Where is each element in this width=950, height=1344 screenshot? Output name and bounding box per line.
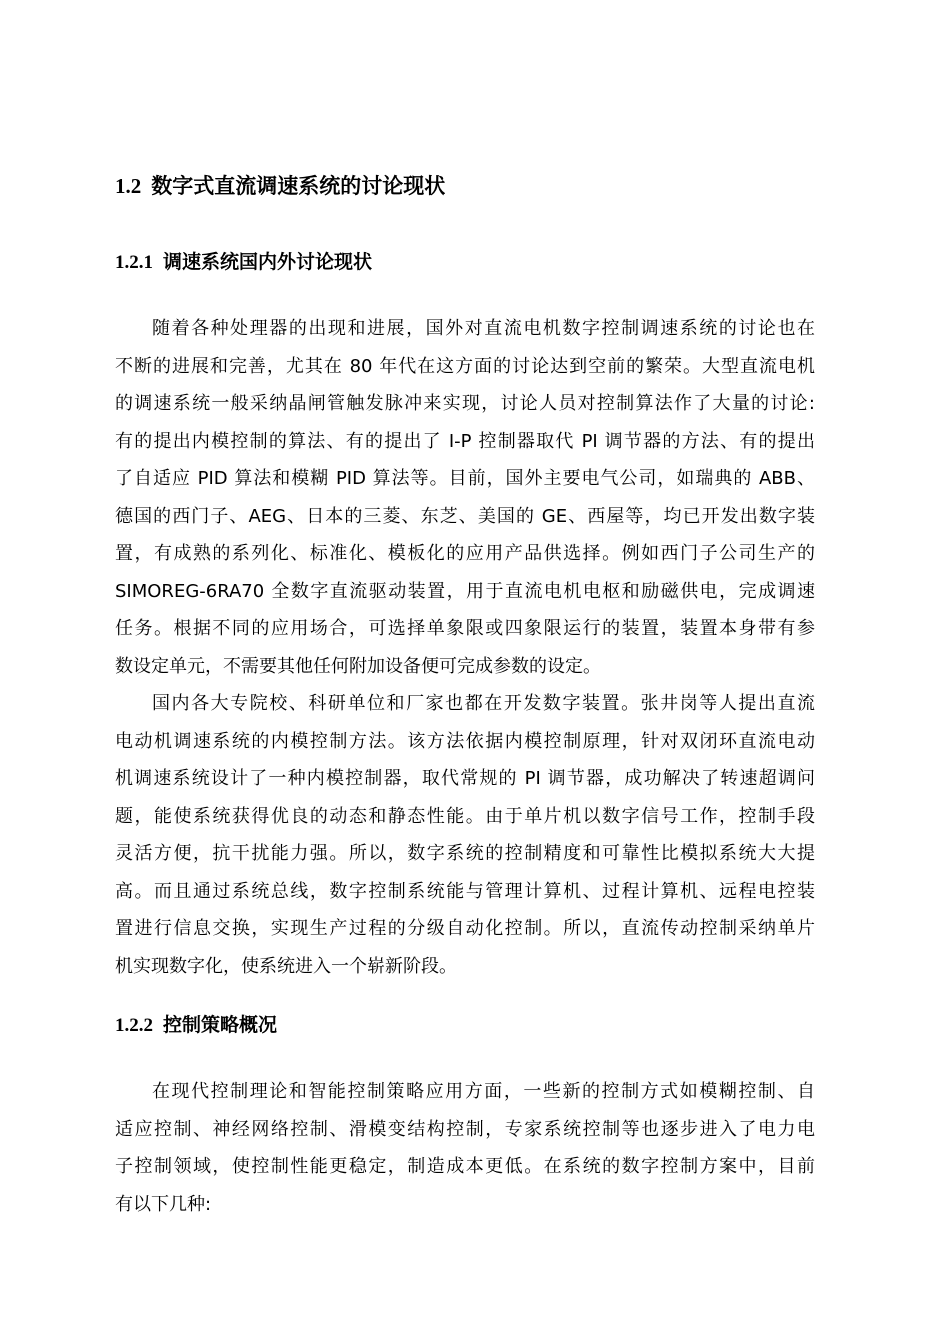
paragraph-line: 子控制领域，使控制性能更稳定，制造成本更低。在系统的数字控制方案中，目前 bbox=[115, 1156, 815, 1177]
paragraph-line: 在现代控制理论和智能控制策略应用方面，一些新的控制方式如模糊控制、自 bbox=[152, 1081, 815, 1102]
paragraph-line: 题，能使系统获得优良的动态和静态性能。由于单片机以数字信号工作，控制手段 bbox=[115, 805, 815, 827]
paragraph-line: 高。而且通过系统总线，数字控制系统能与管理计算机、过程计算机、远程电控装 bbox=[115, 880, 815, 902]
paragraph-line: 任务。根据不同的应用场合，可选择单象限或四象限运行的装置，装置本身带有参 bbox=[115, 618, 815, 639]
paragraph-line: 国内各大专院校、科研单位和厂家也都在开发数字装置。张井岗等人提出直流 bbox=[152, 693, 815, 714]
paragraph-line: 有以下几种: bbox=[115, 1193, 212, 1215]
paragraph-line: 随着各种处理器的出现和进展，国外对直流电机数字控制调速系统的讨论也在 bbox=[152, 318, 815, 339]
paragraph-line: SIMOREG-6RA70 全数字直流驱动装置，用于直流电机电枢和励磁供电，完成调速 bbox=[115, 580, 815, 602]
paragraph-line: 灵活方便，抗干扰能力强。所以，数字系统的控制精度和可靠性比模拟系统大大提 bbox=[115, 843, 815, 864]
paragraph-line: 有的提出内模控制的算法、有的提出了 I-P 控制器取代 PI 调节器的方法、有的提出 bbox=[115, 430, 815, 452]
subsection-title: 控制策略概况 bbox=[163, 1014, 278, 1036]
subsection-heading-1 bbox=[115, 247, 372, 278]
paragraph-line: 适应控制、神经网络控制、滑模变结构控制，专家系统控制等也逐步进入了电力电 bbox=[115, 1118, 815, 1140]
paragraph-line: 数设定单元，不需要其他任何附加设备便可完成参数的设定。 bbox=[115, 655, 601, 677]
section-number: 1.2 bbox=[115, 174, 142, 198]
section-title: 数字式直流调速系统的讨论现状 bbox=[151, 174, 446, 198]
paragraph-domestic bbox=[115, 685, 815, 985]
paragraph-line: 不断的进展和完善，尤其在 80 年代在这方面的讨论达到空前的繁荣。大型直流电机 bbox=[115, 355, 815, 377]
paragraph-overseas bbox=[115, 310, 815, 685]
subsection-title: 调速系统国内外讨论现状 bbox=[163, 251, 373, 273]
paragraph-control-strategy bbox=[115, 1073, 815, 1223]
paragraph-line: 电动机调速系统的内模控制方法。该方法依据内模控制原理，针对双闭环直流电动 bbox=[115, 730, 815, 752]
section-heading bbox=[115, 170, 445, 202]
paragraph-line: 的调速系统一般采纳晶闸管触发脉冲来实现，讨论人员对控制算法作了大量的讨论: bbox=[115, 393, 815, 414]
paragraph-line: 机实现数字化，使系统进入一个崭新阶段。 bbox=[115, 955, 457, 977]
paragraph-line: 机调速系统设计了一种内模控制器，取代常规的 PI 调节器，成功解决了转速超调问 bbox=[115, 768, 815, 789]
subsection-number: 1.2.1 bbox=[115, 252, 153, 273]
paragraph-line: 了自适应 PID 算法和模糊 PID 算法等。目前，国外主要电气公司，如瑞典的 ABB、 bbox=[115, 468, 815, 489]
paragraph-line: 德国的西门子、AEG、日本的三菱、东芝、美国的 GE、西屋等，均已开发出数字装 bbox=[115, 505, 815, 527]
subsection-heading-2 bbox=[115, 1010, 277, 1041]
subsection-number: 1.2.2 bbox=[115, 1015, 153, 1036]
paragraph-line: 置进行信息交换，实现生产过程的分级自动化控制。所以，直流传动控制采纳单片 bbox=[115, 918, 815, 939]
paragraph-line: 置，有成熟的系列化、标准化、模板化的应用产品供选择。例如西门子公司生产的 bbox=[115, 543, 815, 564]
